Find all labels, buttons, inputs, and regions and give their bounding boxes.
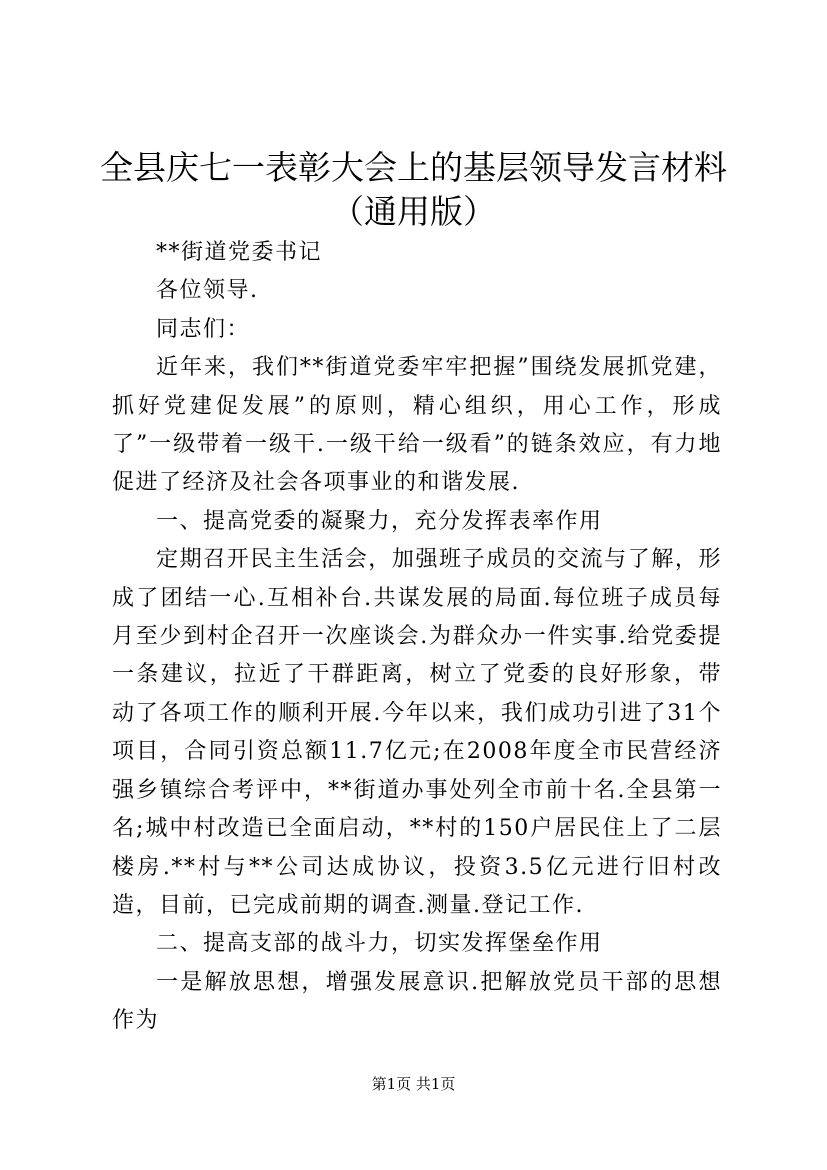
author-line: **街道党委书记 <box>156 240 323 265</box>
salutation-comrades: 同志们： <box>156 316 251 342</box>
document-subtitle: （通用版） <box>331 192 496 231</box>
document-body <box>112 234 722 1041</box>
intro-paragraph: 近年来，我们**街道党委牢牢把握”围绕发展抓党建，抓好党建促发展”的原则，精心组织，用心工作，形成了”一级带着一级干.一级干给一级看”的链条效应，有力地促进了经济及社会各项事业的和谐发展. <box>112 355 722 496</box>
salutation-leaders: 各位领导. <box>156 278 259 304</box>
section-2-paragraph: 一是解放思想，增强发展意识.把解放党员干部的思想作为 <box>112 969 722 1034</box>
page-footer: 第1页 共1页 <box>371 1075 456 1093</box>
section-heading-1: 一、提高党委的凝聚力，充分发挥表率作用 <box>156 508 603 534</box>
section-heading-2: 二、提高支部的战斗力，切实发挥堡垒作用 <box>156 931 603 957</box>
document-title: 全县庆七一表彰大会上的基层领导发言材料 <box>100 148 727 187</box>
section-1-paragraph: 定期召开民主生活会，加强班子成员的交流与了解，形成了团结一心.互相补台.共谋发展的局面.每位班子成员每月至少到村企召开一次座谈会.为群众办一件实事.给党委提一条建议，拉近了干群距离，树立了党委的良好形象，带动了各项工作的顺利开展.今年以来，我们成功引进了31个项目，合同引资总额11.7亿元;在2008年度全市民营经济强乡镇综合考评中，**街道办事处列全市前十名.全县第一名;城中村改造已全面启动，**村的150户居民住上了二层楼房.**村与**公司达成协议，投资3.5亿元进行旧村改造，目前，已完成前期的调查.测量.登记工作. <box>112 547 722 918</box>
